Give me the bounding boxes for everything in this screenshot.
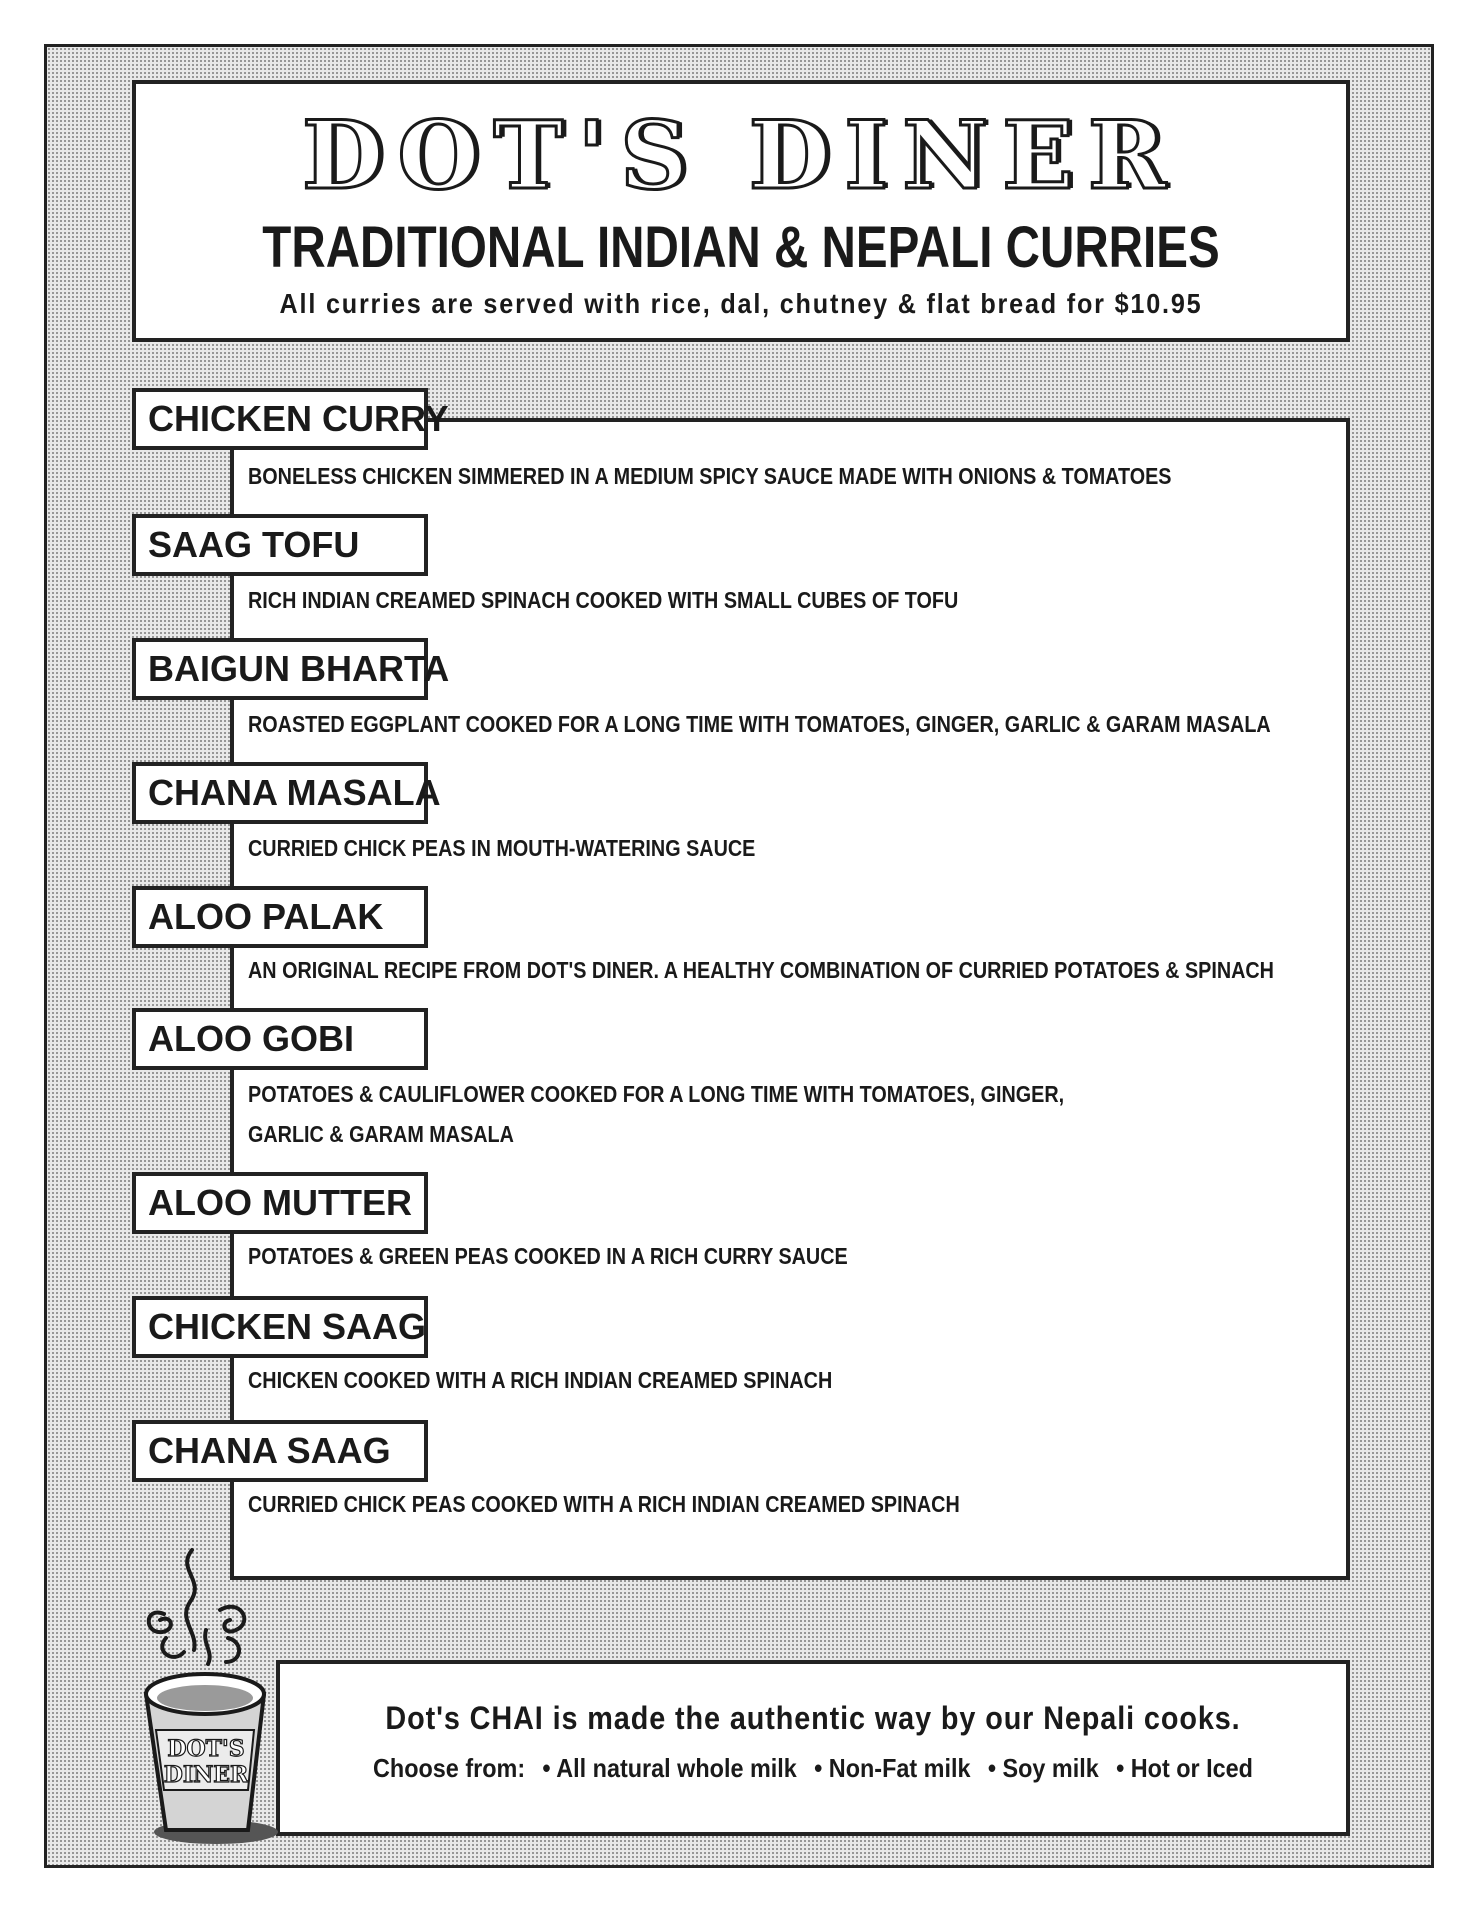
menu-item-desc: CURRIED CHICK PEAS COOKED WITH A RICH INDIAN CREAMED SPINACH	[248, 1491, 960, 1517]
page-title: TRADITIONAL INDIAN & NEPALI CURRIES	[262, 215, 1220, 280]
menu-item-desc: CURRIED CHICK PEAS IN MOUTH-WATERING SAUCE	[248, 835, 756, 861]
menu-item-desc: AN ORIGINAL RECIPE FROM DOT'S DINER. A HEALTHY COMBINATION OF CURRIED POTATOES & SPINACH	[248, 957, 1274, 983]
chai-options	[333, 1750, 1292, 1786]
header-box	[132, 80, 1350, 342]
menu-item-desc: RICH INDIAN CREAMED SPINACH COOKED WITH SMALL CUBES OF TOFU	[248, 587, 959, 613]
chai-option: • Soy milk	[987, 1753, 1099, 1783]
chai-option: • Non-Fat milk	[814, 1753, 971, 1783]
menu-item-name: CHANA MASALA	[132, 762, 428, 824]
menu-item-desc: POTATOES & CAULIFLOWER COOKED FOR A LONG TIME WITH TOMATOES, GINGER,	[248, 1081, 1065, 1107]
menu-item-name: CHANA SAAG	[132, 1420, 428, 1482]
menu-item-name: SAAG TOFU	[132, 514, 428, 576]
menu-item-desc: BONELESS CHICKEN SIMMERED IN A MEDIUM SPICY SAUCE MADE WITH ONIONS & TOMATOES	[248, 463, 1172, 489]
menu-item-name: ALOO MUTTER	[132, 1172, 428, 1234]
cup-logo-line1: DOT'S	[167, 1736, 245, 1762]
chai-headline: Dot's CHAI is made the authentic way by our Nepali cooks.	[385, 1700, 1241, 1736]
menu-item-desc: ROASTED EGGPLANT COOKED FOR A LONG TIME WITH TOMATOES, GINGER, GARLIC & GARAM MASALA	[248, 711, 1271, 737]
cup-logo-line2: DINER	[163, 1762, 249, 1788]
chai-box	[276, 1660, 1350, 1836]
menu-item-name: BAIGUN BHARTA	[132, 638, 428, 700]
tagline: All curries are served with rice, dal, chutney & flat bread for $10.95	[279, 288, 1203, 319]
chai-option: • All natural whole milk	[542, 1753, 797, 1783]
restaurant-logo: DOT'S DINER	[302, 101, 1180, 211]
menu-item-desc: POTATOES & GREEN PEAS COOKED IN A RICH CURRY SAUCE	[248, 1243, 848, 1269]
chai-choose-label: Choose from:	[373, 1753, 526, 1783]
menu-item-name: CHICKEN SAAG	[132, 1296, 428, 1358]
menu-item-desc: CHICKEN COOKED WITH A RICH INDIAN CREAMED SPINACH	[248, 1367, 833, 1393]
chai-option: • Hot or Iced	[1116, 1753, 1253, 1783]
menu-item-desc: GARLIC & GARAM MASALA	[248, 1121, 514, 1147]
chai-cup-icon	[136, 1540, 286, 1850]
menu-item-name: ALOO PALAK	[132, 886, 428, 948]
menu-item-name: ALOO GOBI	[132, 1008, 428, 1070]
menu-item-name: CHICKEN CURRY	[132, 388, 428, 450]
